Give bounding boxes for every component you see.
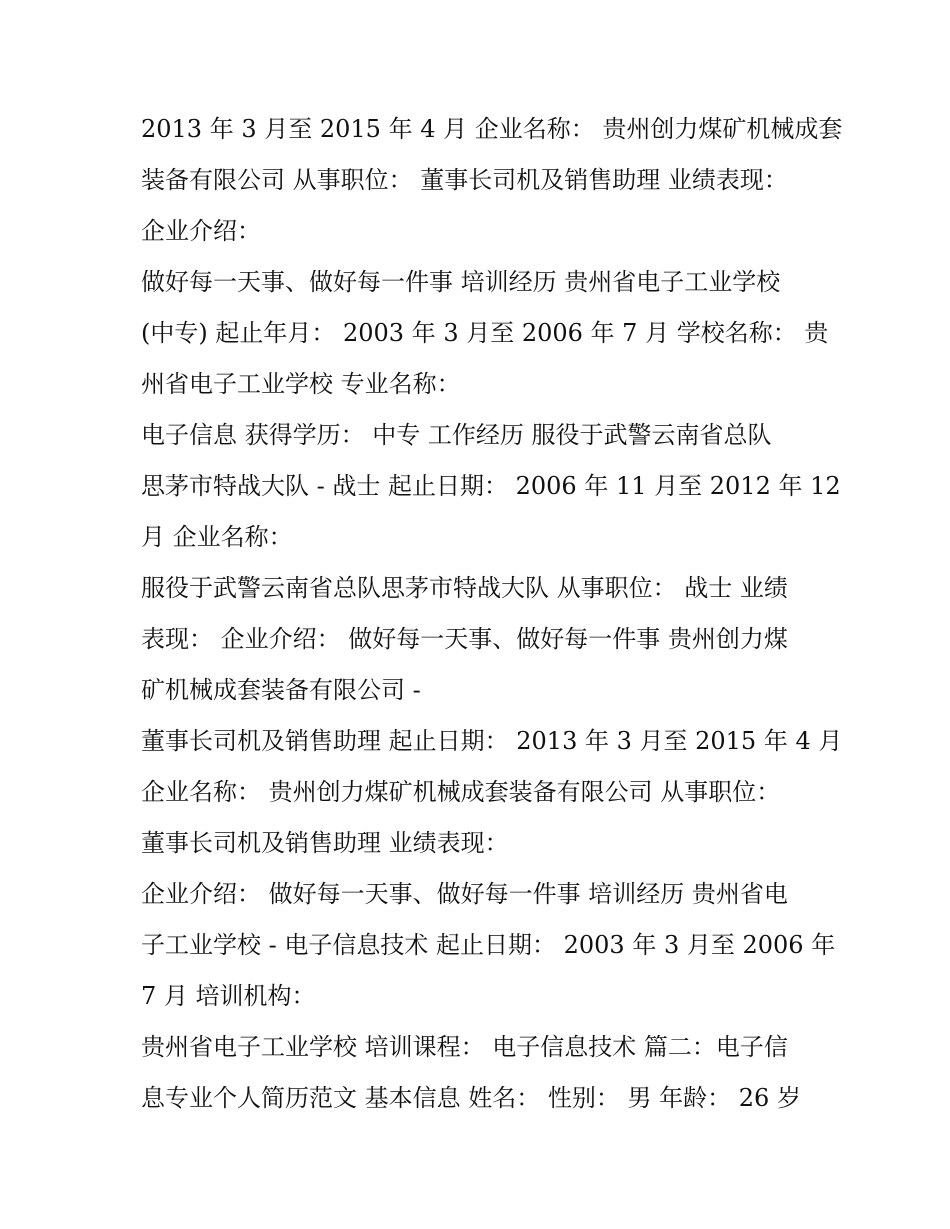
text-line-16: 企业介绍： 做好每一天事、做好每一件事 培训经历 贵州省电 xyxy=(141,880,788,908)
text-line-2: 装备有限公司 从事职位： 董事长司机及销售助理 业绩表现： xyxy=(141,166,788,194)
text-line-14: 企业名称： 贵州创力煤矿机械成套装备有限公司 从事职位： xyxy=(141,778,781,806)
text-line-13: 董事长司机及销售助理 起止日期： 2013 年 3 月至 2015 年 4 月 xyxy=(141,727,843,755)
text-line-1: 2013 年 3 月至 2015 年 4 月 企业名称： 贵州创力煤矿机械成套 xyxy=(141,115,843,143)
text-line-9: 月 企业名称： xyxy=(141,523,293,551)
text-line-15: 董事长司机及销售助理 业绩表现： xyxy=(141,829,509,857)
text-line-18: 7 月 培训机构： xyxy=(141,982,316,1010)
text-line-3: 企业介绍： xyxy=(141,217,261,245)
text-line-10: 服役于武警云南省总队思茅市特战大队 从事职位： 战士 业绩 xyxy=(141,574,788,602)
text-line-12: 矿机械成套装备有限公司 - xyxy=(141,676,421,704)
text-line-20: 息专业个人简历范文 基本信息 姓名： 性别： 男 年龄： 26 岁 xyxy=(141,1084,801,1112)
text-line-4: 做好每一天事、做好每一件事 培训经历 贵州省电子工业学校 xyxy=(141,268,781,296)
text-line-11: 表现： 企业介绍： 做好每一天事、做好每一件事 贵州创力煤 xyxy=(141,625,788,653)
text-line-17: 子工业学校 - 电子信息技术 起止日期： 2003 年 3 月至 2006 年 xyxy=(141,931,836,959)
text-line-8: 思茅市特战大队 - 战士 起止日期： 2006 年 11 月至 2012 年 12 xyxy=(141,472,841,500)
document-body xyxy=(141,104,843,1124)
text-line-7: 电子信息 获得学历： 中专 工作经历 服役于武警云南省总队 xyxy=(141,421,772,449)
text-line-19: 贵州省电子工业学校 培训课程： 电子信息技术 篇二：电子信 xyxy=(141,1033,788,1061)
text-line-5: (中专) 起止年月： 2003 年 3 月至 2006 年 7 月 学校名称： 贵 xyxy=(141,319,829,347)
text-line-6: 州省电子工业学校 专业名称： xyxy=(141,370,461,398)
